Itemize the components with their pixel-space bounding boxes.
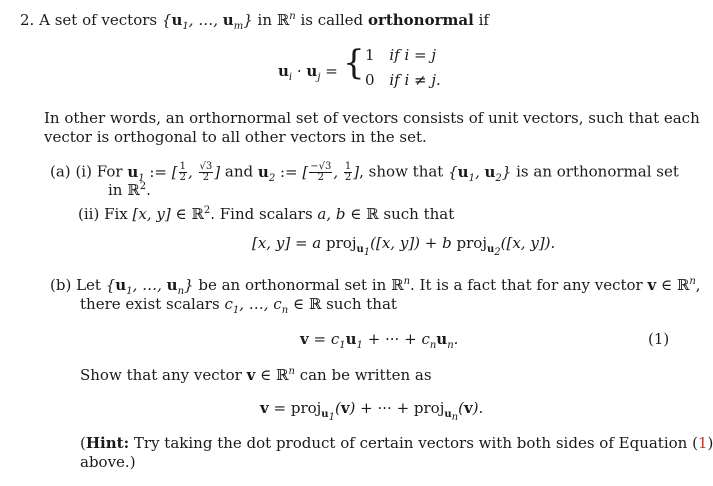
case-condition: if i = j [389,46,436,64]
intro-text: if [478,11,489,29]
text: , show that [359,162,444,181]
subpart-ii-label: (ii) [78,205,100,223]
text: . Find scalars [210,205,313,223]
case-value: 1 [365,46,375,64]
problem-number: 2. [20,11,35,29]
scalars-c: $c_1$, …, $c_n$ ∈ ℝ [224,295,322,316]
vector-v: v ∈ ℝ$^n$, [647,276,701,294]
part-b-label: (b) [50,276,72,294]
text: Let [76,276,101,294]
case-condition: if i ≠ j. [389,71,441,89]
projection-sum-equation: v = proj$_{u_1}$(v) + ··· + proj$_{u_n}$(v). [260,399,484,423]
u1-definition: $u_1$ := [ $\frac{1}{2}$ , $\frac{√3}{2}$ ] [127,161,221,184]
case-row-2 [365,71,441,89]
text: such that [326,295,397,313]
text: . It is a fact that for any vector [410,276,643,294]
part-a-i-line-1 [50,162,679,183]
text: Fix [104,205,128,223]
vector-set-n: {$u_1$, …, $u_n$} [105,276,194,297]
hint-label: Hint: [85,434,130,452]
subpart-i-label: (i) [75,162,92,181]
vector-set: {$u_1$, …, $u_m$} [161,11,253,32]
hint-line-1: (Hint: Try taking the dot product of certain vectors with both sides of Equation (1) [80,434,713,452]
text: be an orthonormal set in [198,276,387,294]
text: and [224,162,254,181]
text: For [96,162,123,181]
reals-symbol: ℝ$^n$ [276,11,296,29]
paragraph-line-2: vector is orthogonal to all other vectors in the set. [44,128,427,146]
reals-symbol: ℝ$^2$. [127,181,151,199]
intro-text: is called [300,11,364,29]
part-b-show-line [80,366,432,384]
paragraph-line-1: In other words, an orthornormal set of vectors consists of unit vectors, such that each [44,109,700,127]
intro-text: in [257,11,272,29]
text: there exist scalars [80,295,220,313]
part-b-line-1 [50,276,701,297]
hint-text: Try taking the dot product of certain vectors with both sides of Equation [133,434,688,452]
text: is an orthonormal set [516,162,679,181]
text: Show that any vector [80,366,242,384]
case-row-1 [365,46,436,64]
text: such that [383,205,455,223]
text: in [108,181,123,199]
term-orthonormal: orthonormal [367,11,474,29]
scalars-ab: a, b ∈ ℝ [317,205,379,223]
vector-v: v ∈ ℝ$^n$ [246,366,295,384]
dot-product-lhs: $u_i \cdot u_j$ = [278,62,338,83]
linear-combination-equation: $v = c_1u_1$ + ··· + $c_nu_n$. [300,330,459,351]
part-a-i-line-2 [108,181,151,199]
projection-equation: [x, y] = a proj$_{u_1}$([x, y]) + b proj$_{u_2}$([x, y]). [252,234,556,258]
hint-line-2: above.) [80,453,136,471]
equation-number: (1) [648,330,670,348]
u1-u2-set: {$u_1$, $u_2$} [448,162,512,184]
equation-reference-link[interactable]: 1 [697,434,708,452]
cases-brace: { [343,43,365,83]
reals-symbol: ℝ$^n$ [391,276,411,294]
xy-vector: [x, y] ∈ ℝ$^2$ [132,205,211,223]
part-a-ii-line [78,205,454,223]
problem-statement-line [20,11,489,32]
case-value: 0 [365,71,375,89]
part-b-line-2 [80,295,397,316]
text: can be written as [299,366,432,384]
part-a-label: (a) [50,162,71,181]
u2-definition: $u_2$ := [ $\frac{-√3}{2}$ , $\frac{1}{2}$ ] [257,161,360,184]
intro-text: A set of vectors [39,11,158,29]
